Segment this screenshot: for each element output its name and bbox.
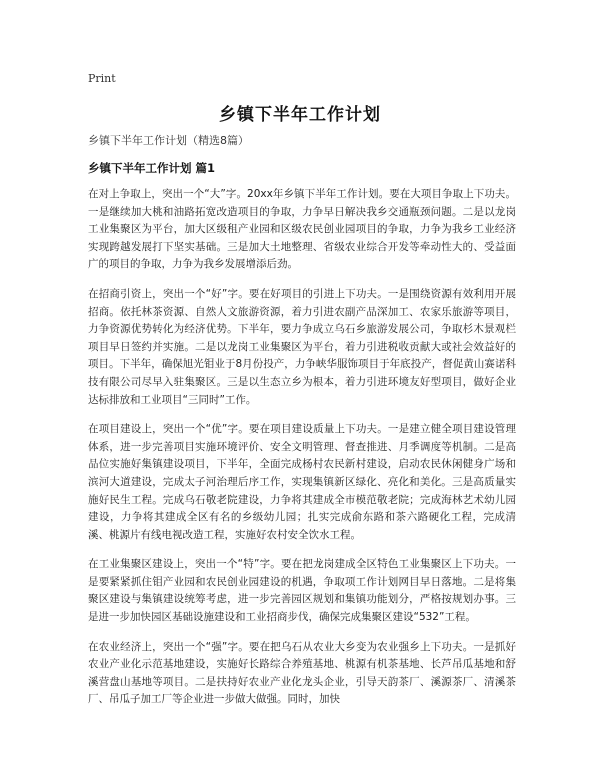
print-link[interactable]: Print bbox=[88, 72, 116, 85]
body-paragraph-5: 在农业经济上，突出一个“强”字。要在把乌石从农业大乡变为农业强乡上下功夫。一是抓好农业产业化示范基地建设，实施好长路综合养殖基地、桃源有机茶基地、长芦吊瓜基地和舒溪营盘山基地等项目。二是扶持好农业产业化龙头企业，引导天韵茶厂、溪源茶厂、清溪茶厂、吊瓜子加工厂等企业进一步做大做强。同时，加快 bbox=[88, 640, 516, 706]
document-subtitle: 乡镇下半年工作计划（精选8篇） bbox=[88, 134, 249, 147]
body-paragraph-2: 在招商引资上，突出一个“好”字。要在好项目的引进上下功夫。一是围绕资源有效利用开展招商。依托林茶资源、自然人文旅游资源，着力引进农副产品深加工、农家乐旅游等项目，力争资源优势转化为经济优势。下半年，要力争成立乌石乡旅游发展公司，争取杉木景观栏项目早日签约并实施。二是以龙岗工业集聚区为平台，着力引进税收贡献大或社会效益好的项目。下半年，确保旭光钼业于8月份投产，力争峡华服饰项目于年底投产，督促黄山赛诺科技有限公司尽早入驻集聚区。三是以生态立乡为根本，着力引进环境友好型项目，做好企业达标排放和工业项目“三同时”工作。 bbox=[88, 287, 516, 406]
body-paragraph-3: 在项目建设上，突出一个“优”字。要在项目建设质量上下功夫。一是建立健全项目建设管理体系，进一步完善项目实施环境评价、安全文明管理、督查推进、月季调度等机制。二是高品位实施好集镇建设项目，下半年，全面完成杨村农民新村建设，启动农民休闲健身广场和滨河大道建设，完成太子河治理后序工作，实现集镇新区绿化、亮化和美化。三是高质量实施好民生工程。完成乌石敬老院建设，力争将其建成全市模范敬老院；完成海林艺术幼儿园建设，力争将其建成全区有名的乡级幼儿园；扎实完成俞东路和茶六路硬化工程，完成清溪、桃源片有线电视改造工程，实施好农村安全饮水工程。 bbox=[88, 423, 516, 541]
body-paragraph-1: 在对上争取上，突出一个“大”字。20xx年乡镇下半年工作计划。要在大项目争取上下功夫。一是继续加大桃和油路拓宽改造项目的争取，力争早日解决我乡交通瓶颈问题。二是以龙岗工业集聚区为平台，加大区级租产业园和区级农民创业园项目的争取，力争为我乡工业经济实现跨越发展打下坚实基础。三是加大土地整理、省级农业综合开发等牵动性大的、受益面广的项目的争取，力争为我乡发展增添后劲。 bbox=[88, 188, 516, 271]
body-paragraph-4: 在工业集聚区建设上，突出一个“特”字。要在把龙岗建成全区特色工业集聚区上下功夫。一是要紧紧抓住钼产业园和农民创业园建设的机遇，争取项工作计划网目早日落地。二是将集聚区建设与集镇建设统筹考虑，进一步完善园区规划和集镇功能划分，严格按规划办事。三是进一步加快园区基础设施建设和工业招商步伐，确保完成集聚区建设“532”工程。 bbox=[88, 558, 516, 624]
document-body bbox=[88, 186, 516, 721]
page-title: 乡镇下半年工作计划 bbox=[219, 105, 381, 125]
section-heading: 乡镇下半年工作计划 篇1 bbox=[88, 161, 216, 175]
